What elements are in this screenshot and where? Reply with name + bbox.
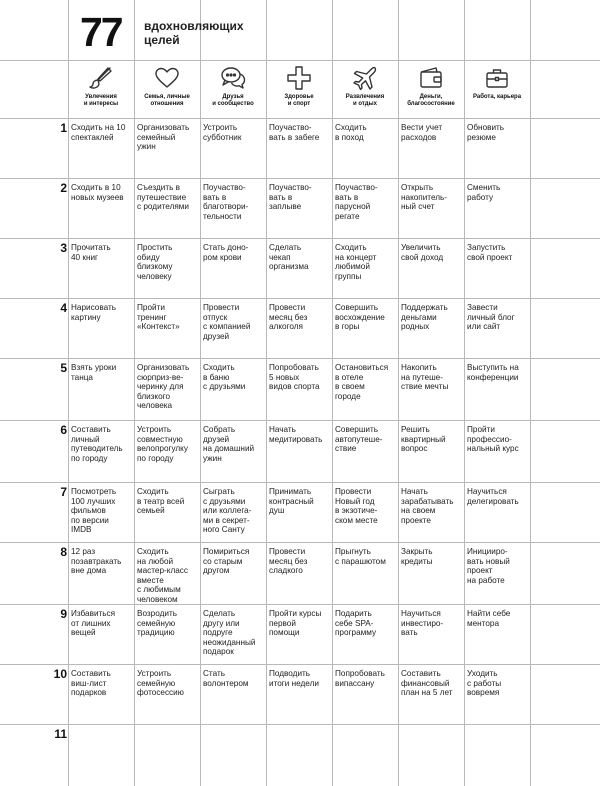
category-career [464, 61, 530, 116]
grid-hline [0, 420, 600, 421]
goal-cell: Иницииро- вать новый проект на работе [467, 547, 510, 585]
goal-cell: Открыть накопитель- ный счет [401, 183, 448, 212]
goal-cell: Сходить в 10 новых музеев [71, 183, 124, 202]
grid-hline [0, 482, 600, 483]
category-label: Деньги, благосостояние [407, 94, 455, 107]
goal-cell: Провести Новый год в экзотиче- ском месте [335, 487, 378, 525]
goal-cell: Найти себе ментора [467, 609, 511, 628]
goal-cell: Принимать контрасный душ [269, 487, 314, 516]
goal-cell: Помириться со старым другом [203, 547, 250, 576]
row-number: 7 [60, 485, 67, 499]
goal-cell: Попробовать 5 новых видов спорта [269, 363, 320, 392]
goal-cell: Сменить работу [467, 183, 501, 202]
grid-hline [0, 664, 600, 665]
grid-hline [0, 238, 600, 239]
page-title: вдохновляющих целей [144, 19, 244, 47]
goal-cell: Организовать сюрприз-ве- черинку для близкого человека [137, 363, 190, 411]
goal-cell: Увеличить свой доход [401, 243, 444, 262]
goal-cell: Совершить восхождение в горы [335, 303, 385, 332]
chat-bubbles-icon [220, 65, 246, 91]
goal-cell: Пройти курсы первой помощи [269, 609, 322, 638]
grid-hline [0, 178, 600, 179]
category-money [398, 61, 464, 116]
row-number: 4 [60, 301, 67, 315]
goal-cell: Запустить свой проект [467, 243, 513, 262]
goal-cell: Научиться инвестиро- вать [401, 609, 444, 638]
goal-cell: Пройти тренинг «Контекст» [137, 303, 180, 332]
goal-cell: Прыгнуть с парашютом [335, 547, 386, 566]
goal-cell: Избавиться от лишних вещей [71, 609, 116, 638]
goal-cell: Попробовать випассану [335, 669, 385, 688]
goal-cell: Остановиться в отеле в своем городе [335, 363, 389, 401]
category-leisure [332, 61, 398, 116]
row-number: 10 [53, 667, 67, 681]
category-friends [200, 61, 266, 116]
wallet-icon [418, 65, 444, 91]
category-hobbies [68, 61, 134, 116]
goal-cell: Провести отпуск с компанией друзей [203, 303, 251, 341]
goal-cell: Сделать другу или подруге неожиданный подарок [203, 609, 256, 657]
goal-cell: Уходить с работы вовремя [467, 669, 502, 698]
category-label: Работа, карьера [472, 94, 522, 100]
goal-cell: Поддержать деньгами родных [401, 303, 448, 332]
category-label: Увлечения и интересы [83, 94, 119, 107]
goal-cell: Стать волонтером [203, 669, 249, 688]
goal-cell: Обновить резюме [467, 123, 505, 142]
category-label: Семья, личные отношения [144, 94, 190, 107]
goal-cell: Вести учет расходов [401, 123, 443, 142]
grid-hline [0, 298, 600, 299]
goal-cell: Поучаство- вать в забеге [269, 123, 320, 142]
row-number: 3 [60, 241, 67, 255]
goal-cell: Провести месяц без алкоголя [269, 303, 308, 332]
goal-cell: Взять уроки танца [71, 363, 117, 382]
heart-icon [154, 65, 180, 91]
goal-cell: Решить квартирный вопрос [401, 425, 446, 454]
briefcase-icon [484, 65, 510, 91]
goal-cell: Провести месяц без сладкого [269, 547, 308, 576]
plus-cross-icon [286, 65, 312, 91]
goal-cell: Сходить в театр всей семьей [137, 487, 185, 516]
grid-hline [0, 604, 600, 605]
goal-cell: Съездить в путешествие с родителями [137, 183, 189, 212]
goal-cell: Завести личный блог или сайт [467, 303, 515, 332]
goal-cell: Сходить в баню с друзьями [203, 363, 246, 392]
category-label: Друзья и сообщество [212, 94, 254, 107]
goal-cell: Сходить на 10 спектаклей [71, 123, 126, 142]
goal-cell: Составить личный путеводитель по городу [71, 425, 123, 463]
category-family [134, 61, 200, 116]
goal-cell: Сходить на любой мастер-класс вместе с любимым человеком [137, 547, 188, 604]
goal-cell: Составить финансовый план на 5 лет [401, 669, 453, 698]
goal-cell: Закрыть кредиты [401, 547, 433, 566]
goal-cell: Посмотреть 100 лучших фильмов по версии IMDB [71, 487, 117, 535]
row-number: 1 [60, 121, 67, 135]
goal-cell: Прочитать 40 книг [71, 243, 111, 262]
goal-cell: Сходить на концерт любимой группы [335, 243, 377, 281]
grid-hline [0, 118, 600, 119]
goal-cell: Подводить итоги недели [269, 669, 319, 688]
paintbrush-icon [88, 65, 114, 91]
goal-cell: Составить виш-лист подарков [71, 669, 111, 698]
goal-cell: Накопить на путеше- ствие мечты [401, 363, 449, 392]
goal-cell: Подарить себе SPA- программу [335, 609, 377, 638]
row-number: 11 [54, 727, 67, 741]
goal-cell: Начать зарабатывать на своем проекте [401, 487, 454, 525]
goal-cell: Простить обиду близкому человеку [137, 243, 173, 281]
goal-cell: Сыграть с друзьями или коллега- ми в секрет- ного Санту [203, 487, 252, 535]
goal-cell: Совершить автопутеше- ствие [335, 425, 383, 454]
grid-hline [0, 358, 600, 359]
goal-cell: Научиться делегировать [467, 487, 519, 506]
category-label: Развлечения и отдых [345, 94, 385, 107]
goal-cell: Пройти профессио- нальный курс [467, 425, 519, 454]
row-number: 8 [60, 545, 67, 559]
category-label: Здоровье и спорт [284, 94, 314, 107]
goal-cell: Организовать семейный ужин [137, 123, 190, 152]
goal-cell: Устроить семейную фотосессию [137, 669, 184, 698]
goal-cell: Поучаство- вать в заплыве [269, 183, 312, 212]
goal-cell: Выступить на конференции [467, 363, 519, 382]
goal-cell: Собрать друзей на домашний ужин [203, 425, 255, 463]
row-number: 9 [60, 607, 67, 621]
goal-cell: Возродить семейную традицию [137, 609, 177, 638]
goal-cell: Поучаство- вать в парусной регате [335, 183, 378, 221]
row-number: 6 [60, 423, 67, 437]
goal-cell: Устроить субботник [203, 123, 242, 142]
title-number: 77 [80, 9, 122, 55]
grid-hline [0, 724, 600, 725]
goal-cell: Начать медитировать [269, 425, 323, 444]
goal-cell: Устроить совместную велопрогулку по городу [137, 425, 188, 463]
goal-cell: Поучаство- вать в благотвори- тельности [203, 183, 249, 221]
goal-cell: 12 раз позавтракать вне дома [71, 547, 122, 576]
row-number: 2 [60, 181, 67, 195]
goal-cell: Сходить в поход [335, 123, 367, 142]
category-health [266, 61, 332, 116]
goal-cell: Стать доно- ром крови [203, 243, 249, 262]
airplane-icon [352, 65, 378, 91]
goal-cell: Сделать чекап организма [269, 243, 309, 272]
row-number: 5 [60, 361, 67, 375]
goal-cell: Нарисовать картину [71, 303, 116, 322]
grid-hline [0, 542, 600, 543]
